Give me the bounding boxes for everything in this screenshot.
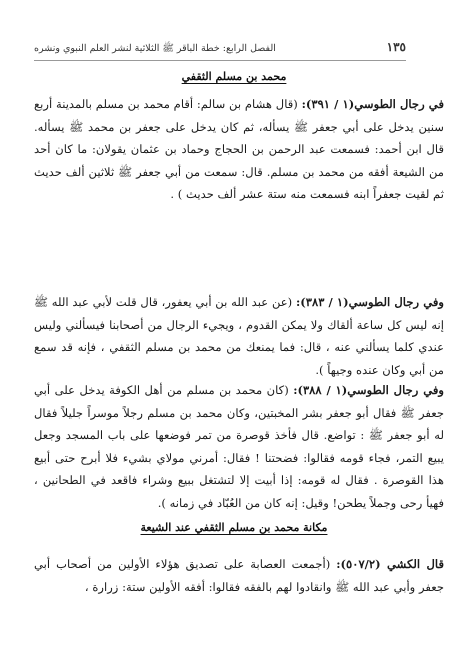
paragraph: [34, 379, 444, 514]
citation-lead: قال الكشي (٥٠٧/٢):: [336, 557, 444, 571]
paragraph-text: (أجمعت العصابة على تصديق هؤلاء الأولين من أصحاب أبي جعفر وأبي عبد الله ﷺ وانقادوا لهم بالفقه فقالوا: أفقه الأولين ستة: زرارة ،: [34, 557, 444, 594]
paragraph: [34, 553, 444, 598]
section-title-text: محمد بن مسلم الثقفي: [181, 70, 287, 83]
section-title: [0, 70, 468, 83]
citation-lead: في رجال الطوسي(١ / ٣٩١):: [301, 97, 444, 111]
running-header: [34, 40, 406, 61]
paragraph-text: (قال هشام بن سالم: أقام محمد بن مسلم بالمدينة أربع سنين يدخل على أبي جعفر ﷺ يسأله، ثم كان يدخل على جعفر بن محمد ﷺ يسأله. قال ابن أحمد: فسمعت عبد الرحمن بن الحجاج وحماد بن عثمان يقولان: ما كان أحد من الشيعة أفقه من محمد بن مسلم. قال: سمعت من أبي جعفر ﷺ ثلاثين ألف حديث ثم لقيت جعفراً ابنه فسمعت منه ستة عشر ألف حديث ) .: [34, 97, 444, 201]
paragraph-text: (عن عبد الله بن أبي يعفور، قال قلت لأبي عبد الله ﷺ إنه ليس كل ساعة ألقاك ولا يمكن القدوم ، ويجيء الرجال من أصحابنا فيسألني وليس عندي كلما يسألني عنه ، قال: فما يمنعك من محمد بن مسلم الثقفي ، فإنه قد سمع من أبي وكان عنده وجيهاً ).: [34, 295, 444, 377]
section-title: [0, 521, 468, 534]
citation-lead: وفي رجال الطوسي(١ / ٣٨٨):: [293, 383, 444, 397]
paragraph: [34, 291, 444, 381]
section-title-text: مكانة محمد بن مسلم الثقفي عند الشيعة: [140, 521, 328, 534]
paragraph: [34, 93, 444, 206]
page-number: ١٣٥: [386, 40, 406, 54]
paragraph-text: (كان محمد بن مسلم من أهل الكوفة يدخل على أبي جعفر ﷺ فقال أبو جعفر بشر المخبتين، وكان محمد بن مسلم رجلاً موسراً جليلاً فقال له أبو جعفر ﷺ : تواضع. قال فأخذ قوصرة من تمر فوضعها على باب المسجد وجعل يبيع التمر، فجاء قومه فقالوا: فضحتنا ! فقال: أمرني مولاي بشيء فلا أبرح حتى أبيع هذا القوصرة . فقال له قومه: إذا أبيت إلا لتشتغل ببيع وشراء فاقعد في الطحانين ، فهيأ رحى وجملاً يطحن! وقيل: إنه كان من العُبّاد في زمانه ).: [34, 383, 444, 510]
chapter-title: الفصل الرابع: خطة الباقر ﷺ الثلاثية لنشر العلم النبوي ونشره: [34, 43, 276, 54]
citation-lead: وفي رجال الطوسي(١ / ٣٨٣):: [295, 295, 445, 309]
